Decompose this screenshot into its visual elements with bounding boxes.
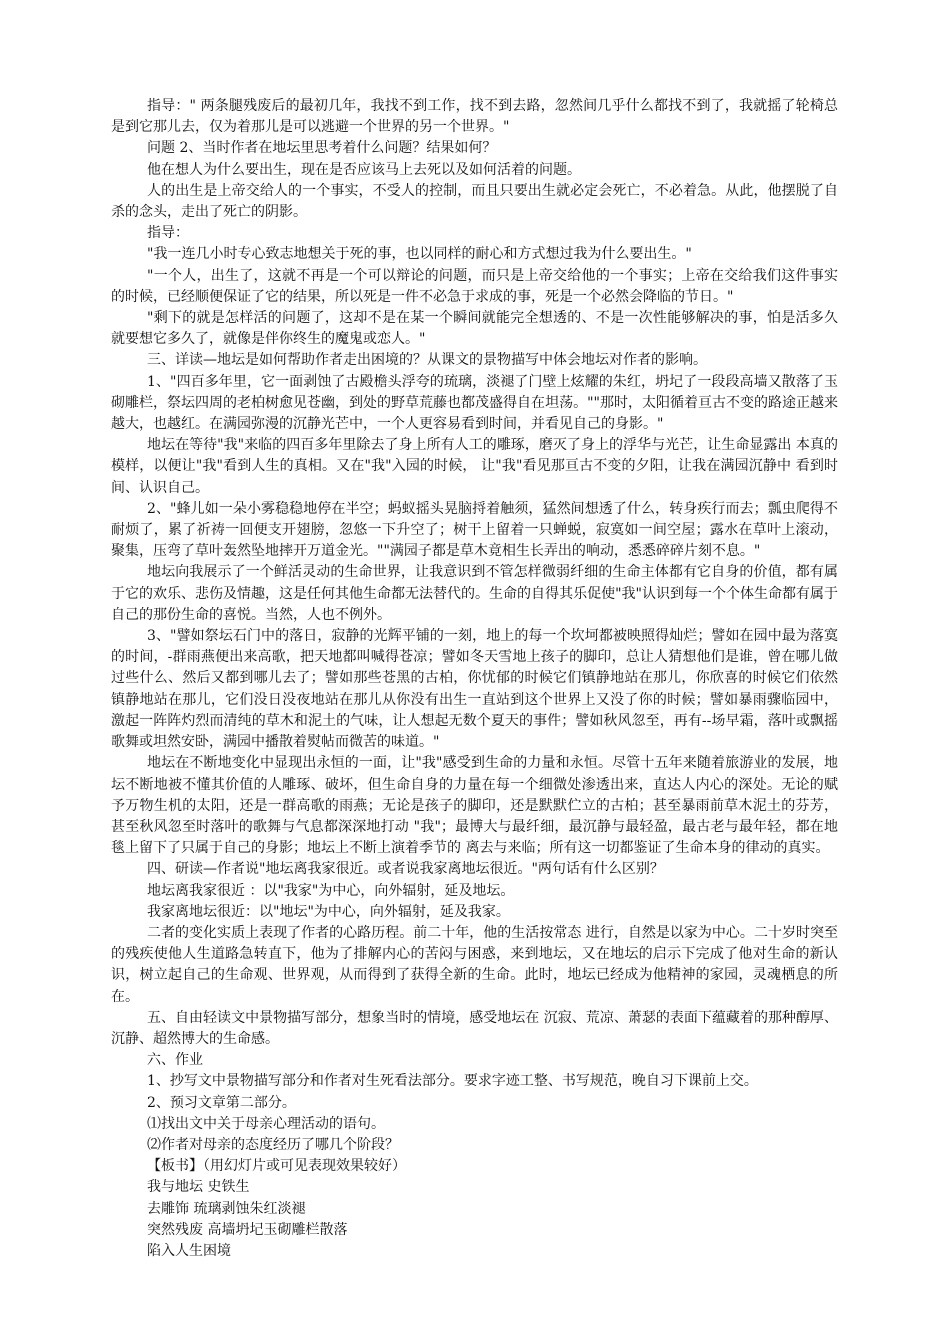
section-heading: 四、研读—作者说"地坛离我家很近。或者说我家离地坛很近。"两句话有什么区别？	[147, 861, 664, 878]
paragraph: ⑴找出文中关于母亲心理活动的语句。	[147, 1115, 385, 1132]
section-heading: 五、自由轻读文中景物描写部分，想象当时的情境，感受地坛在 沉寂、荒凉、萧瑟的表面下蕴藏着的那种醇厚、沉静、超然博大的生命感。	[111, 1009, 838, 1047]
paragraph: 地坛离我家很近 ：以"我家"为中心，向外辐射，延及地坛。	[147, 882, 515, 899]
paragraph: 地坛在等待"我"来临的四百多年里除去了身上所有人工的雕琢，磨灭了身上的浮华与光芒，让生命显露出 本真的模样，以便让"我"看到人生的真相。又在"我"入园的时候， 让"我"看见那亘古不变的夕阳，让我在满园沉静中 看到时间、认识自己。	[111, 437, 838, 496]
paragraph: 2、预习文章第二部分。	[147, 1094, 296, 1111]
quote-paragraph: 3、"譬如祭坛石门中的落日，寂静的光辉平铺的一刻，地上的每一个坎坷都被映照得灿烂；譬如在园中最为落寞的时间，-群雨燕便出来高歌，把天地都叫喊得苍凉；譬如冬天雪地上孩子的脚印，总让人猜想他们是谁，曾在哪儿做过些什么、然后又都到哪儿去了；譬如那些苍黑的古柏，你忧郁的时候它们镇静地站在那儿，你欣喜的时候它们依然镇静地站在那儿，它们没日没夜地站在那儿从你没有出生一直站到这个世界上又没了你的时候；譬如暴雨骤临园中，激起一阵阵灼烈而清纯的草木和泥土的气味，让人想起无数个夏天的事件；譬如秋风忽至，再有--场早霜，落叶或飘摇歌舞或坦然安卧，满园中播散着熨帖而微苦的味道。"	[111, 628, 838, 751]
quote-paragraph: "一个人，出生了，这就不再是一个可以辩论的问题，而只是上帝交给他的一个事实；上帝在交给我们这件事实的时候，已经顺便保证了它的结果，所以死是一件不必急于求成的事，死是一个必然会降临的节日。"	[111, 267, 838, 305]
board-heading: 【板书】（用幻灯片或可见表现效果较好）	[147, 1158, 406, 1175]
paragraph: 指导：" 两条腿残废后的最初几年，我找不到工作，找不到去路，忽然间几乎什么都找不到了，我就摇了轮椅总是到它那儿去，仅为着那儿是可以逃避一个世界的另一个世界。"	[111, 98, 838, 136]
quote-paragraph: 2、"蜂儿如一朵小雾稳稳地停在半空；蚂蚁摇头晃脑捋着触须，猛然间想透了什么，转身疾行而去；瓢虫爬得不耐烦了，累了祈祷一回便支开翅膀，忽悠一下升空了；树干上留着一只蝉蜕，寂寞如一间空屋；露水在草叶上滚动，聚集，压弯了草叶轰然坠地摔开万道金光。""满园子都是草木竟相生长弄出的响动，悉悉碎碎片刻不息。"	[111, 500, 838, 560]
board-line: 去雕饰 琉璃剥蚀朱红淡褪	[147, 1200, 306, 1217]
paragraph: 他在想人为什么要出生，现在是否应该马上去死以及如何活着的问题。	[147, 161, 581, 178]
quote-paragraph: 1、"四百多年里，它一面剥蚀了古殿檐头浮夸的琉璃，淡褪了门壁上炫耀的朱红，坍圮了一段段高墙又散落了玉砌雕栏，祭坛四周的老柏树愈见苍幽，到处的野草荒藤也都茂盛得自在坦荡。""那时，太阳循着亘古不变的路途正越来越大，也越红。在满园弥漫的沉静光芒中，一个人更容易看到时间，并看见自己的身影。"	[111, 373, 838, 433]
board-line: 突然残废 高墙坍圮玉砌雕栏散落	[147, 1221, 348, 1238]
section-heading: 六、作业	[147, 1052, 203, 1069]
paragraph: 地坛向我展示了一个鲜活灵动的生命世界，让我意识到不管怎样微弱纤细的生命主体都有它自身的价值，都有属于它的欢乐、悲伤及情趣，这是任何其他生命都无法替代的。生命的自得其乐促使"我"认识到每一个个体生命都有属于自己的那份生命的喜悦。当然，人也不例外。	[111, 564, 838, 623]
paragraph: 二者的变化实质上表现了作者的心路历程。前二十年，他的生活按常态 进行，自然是以家为中心。二十岁时突至的残疾使他人生道路急转直下，他为了排解内心的苦闷与困惑，来到地坛，又在地坛的启示下完成了他对生命的新认识，树立起自己的生命观、世界观，从而得到了获得全新的生命。此时，地坛已经成为他精神的家园，灵魂栖息的所在。	[111, 924, 838, 1005]
paragraph: 问题 2、当时作者在地坛里思考着什么问题？结果如何？	[147, 140, 497, 157]
paragraph: 指导：	[147, 225, 189, 242]
board-line: 我与地坛 史铁生	[147, 1179, 250, 1196]
paragraph: 我家离地坛很近：以"地坛"为中心，向外辐射，延及我家。	[147, 903, 510, 920]
paragraph: 地坛在不断地变化中显现出永恒的一面，让"我"感受到生命的力量和永恒。尽管十五年来随着旅游业的发展，地坛不断地被不懂其价值的人雕琢、破坏，但生命自身的力量在每一个细微处渗透出来，直达人内心的深处。无论的赋予万物生机的太阳，还是一群高歌的雨燕；无论是孩子的脚印，还是默默伫立的古柏；甚至暴雨前草木泥土的芬芳，甚至秋风忽至时落叶的歌舞与气息都深深地打动 "我"；最博大与最纤细，最沉静与最轻盈，最古老与最年轻，都在地毯上留下了只属于自己的身影；地坛上不断上演着季节的 离去与来临；所有这一切都鉴证了生命本身的律动的真实。	[111, 755, 838, 857]
section-heading: 三、详读—地坛是如何帮助作者走出困境的？从课文的景物描写中体会地坛对作者的影响。	[147, 352, 707, 369]
quote-paragraph: "我一连几小时专心致志地想关于死的事，也以同样的耐心和方式想过我为什么要出生。"	[147, 246, 692, 263]
paragraph: ⑵作者对母亲的态度经历了哪几个阶段？	[147, 1136, 399, 1153]
quote-paragraph: "剩下的就是怎样活的问题了，这却不是在某一个瞬间就能完全想透的、不是一次性能够解决的事，怕是活多久就要想它多久了，就像是伴你终生的魔鬼或恋人。"	[111, 310, 838, 348]
board-line: 陷入人生困境	[147, 1242, 231, 1259]
paragraph: 1、抄写文中景物描写部分和作者对生死看法部分。要求字迹工整、书写规范，晚自习下课前上交。	[147, 1073, 758, 1090]
paragraph: 人的出生是上帝交给人的一个事实，不受人的控制，而且只要出生就必定会死亡，不必着急。从此，他摆脱了自杀的念头，走出了死亡的阴影。	[111, 182, 838, 221]
